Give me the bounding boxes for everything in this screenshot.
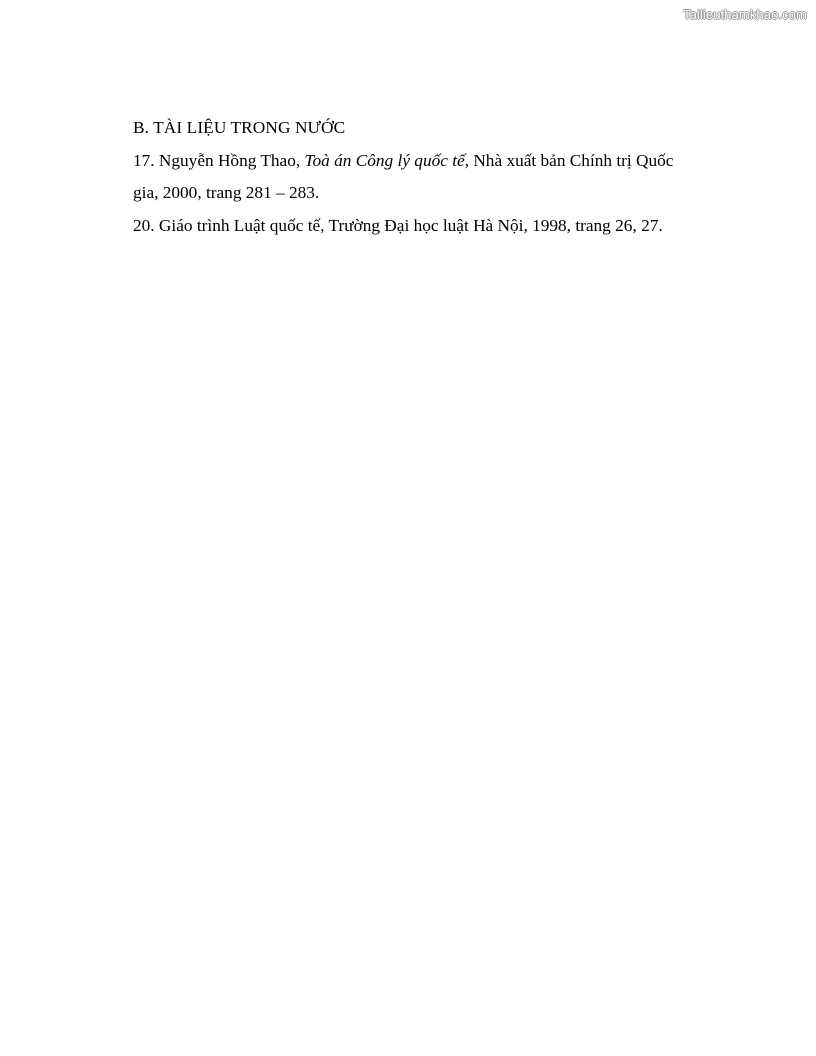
reference-publisher: , Nhà xuất bản Chính trị Quốc — [464, 150, 674, 170]
reference-title: Toà án Công lý quốc tế — [304, 150, 465, 170]
reference-item-17-continuation: gia, 2000, trang 281 – 283. — [133, 183, 320, 202]
reference-item-17 — [133, 145, 733, 178]
reference-author: 17. Nguyễn Hồng Thao, — [133, 150, 305, 170]
references-section — [133, 112, 733, 242]
reference-item-20: 20. Giáo trình Luật quốc tế, Trường Đại học luật Hà Nội, 1998, trang 26, 27. — [133, 215, 663, 235]
watermark: Tailieuthamkhao.com — [682, 7, 807, 22]
section-heading: B. TÀI LIỆU TRONG NƯỚC — [133, 118, 346, 137]
